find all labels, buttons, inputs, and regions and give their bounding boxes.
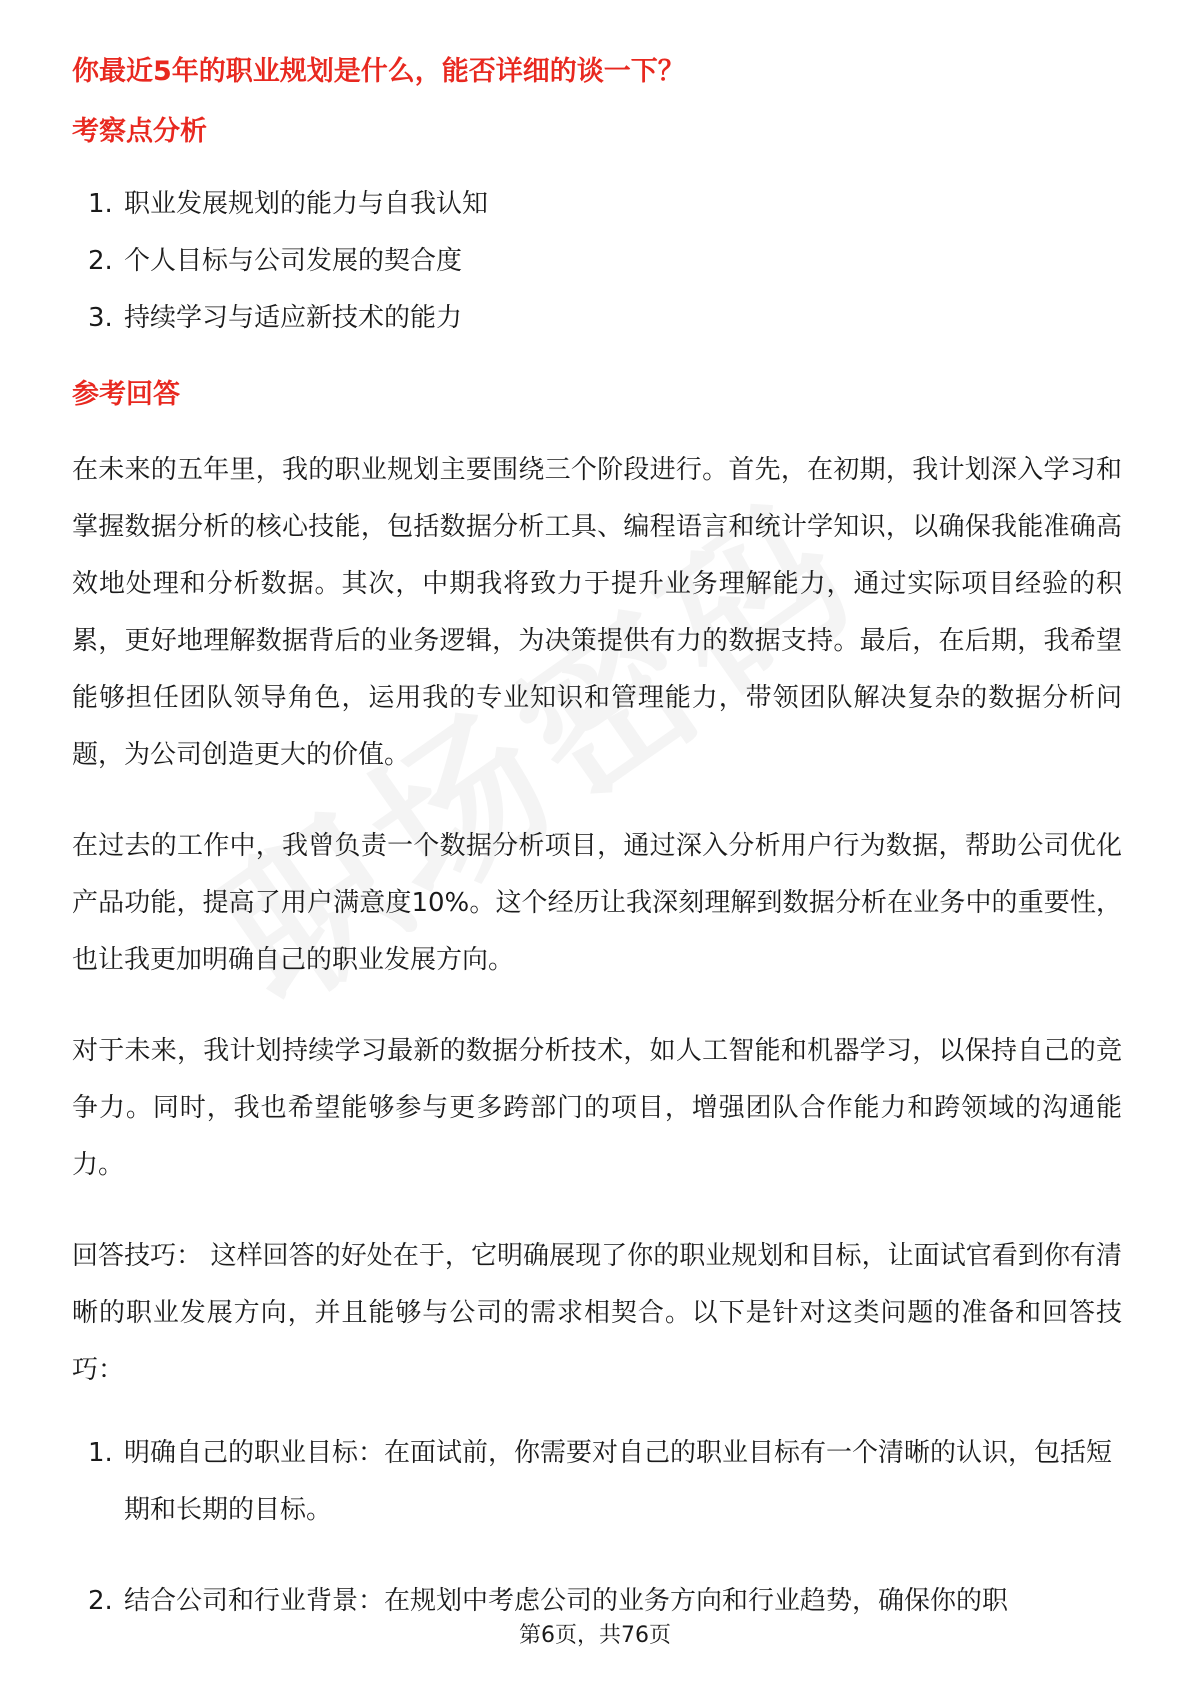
page-number: 第6页，共76页 xyxy=(519,1623,671,1648)
answer-paragraph: 在未来的五年里，我的职业规划主要围绕三个阶段进行。首先，在初期，我计划深入学习和掌握数据分析的核心技能，包括数据分析工具、编程语言和统计学知识，以确保我能准确高效地处理和分析数据。其次，中期我将致力于提升业务理解能力，通过实际项目经验的积累，更好地理解数据背后的业务逻辑，为决策提供有力的数据支持。最后，在后期，我希望能够担任团队领导角色，运用我的专业知识和管理能力，带领团队解决复杂的数据分析问题，为公司创造更大的价值。 xyxy=(72,455,1122,770)
list-text: 持续学习与适应新技术的能力 xyxy=(124,303,463,333)
list-text: 职业发展规划的能力与自我认知 xyxy=(124,189,489,219)
tips-intro-paragraph: 回答技巧： 这样回答的好处在于，它明确展现了你的职业规划和目标，让面试官看到你有清晰的职业发展方向，并且能够与公司的需求相契合。以下是针对这类问题的准备和回答技巧： xyxy=(72,1241,1122,1385)
list-item xyxy=(72,176,1122,233)
answer-paragraph: 对于未来，我计划持续学习最新的数据分析技术，如人工智能和机器学习，以保持自己的竞争力。同时，我也希望能够参与更多跨部门的项目，增强团队合作能力和跨领域的沟通能力。 xyxy=(72,1036,1122,1180)
list-text: 明确自己的职业目标：在面试前，你需要对自己的职业目标有一个清晰的认识，包括短期和长期的目标。 xyxy=(124,1438,1113,1525)
tips-list xyxy=(72,1425,1122,1630)
list-number: 1. xyxy=(88,1438,113,1468)
question-heading: 你最近5年的职业规划是什么，能否详细的谈一下？ xyxy=(72,56,685,87)
list-number: 1. xyxy=(88,189,113,219)
answer-paragraph: 在过去的工作中，我曾负责一个数据分析项目，通过深入分析用户行为数据，帮助公司优化产品功能，提高了用户满意度10%。这个经历让我深刻理解到数据分析在业务中的重要性，也让我更加明确自己的职业发展方向。 xyxy=(72,831,1122,975)
list-number: 3. xyxy=(88,303,113,333)
list-item xyxy=(72,290,1122,347)
list-text: 结合公司和行业背景：在规划中考虑公司的业务方向和行业趋势，确保你的职 xyxy=(124,1586,1009,1616)
analysis-title: 考察点分析 xyxy=(72,116,207,147)
list-item xyxy=(72,233,1122,290)
list-text: 个人目标与公司发展的契合度 xyxy=(124,246,463,276)
list-number: 2. xyxy=(88,1586,113,1616)
answer-title: 参考回答 xyxy=(72,379,180,410)
main-content xyxy=(72,52,1122,1630)
list-item xyxy=(72,1425,1122,1539)
analysis-points xyxy=(72,176,1122,347)
list-number: 2. xyxy=(88,246,113,276)
